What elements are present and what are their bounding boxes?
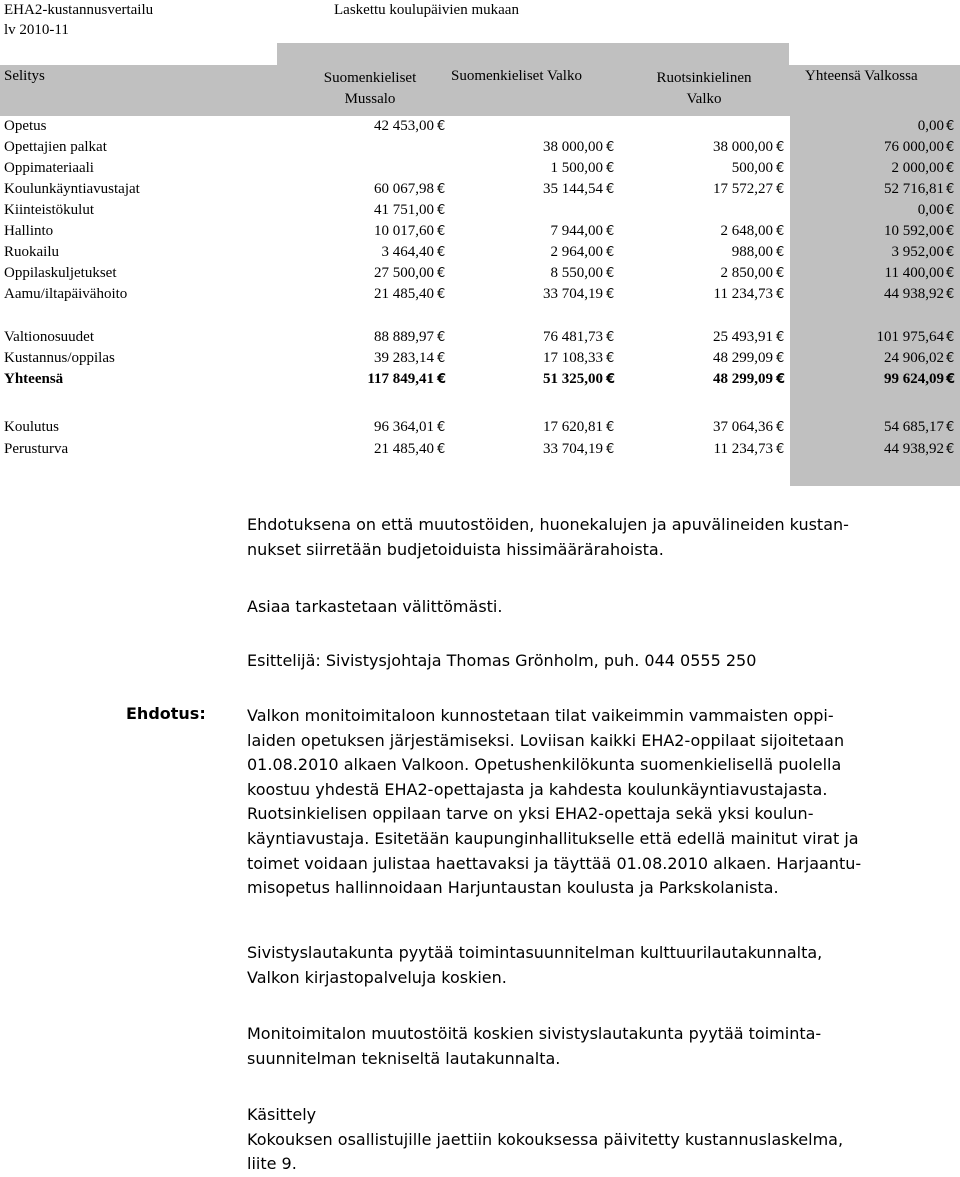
table-row — [0, 263, 960, 284]
cell-c3: 17 572,27 — [713, 181, 773, 197]
cell-c3: 11 234,73 — [713, 286, 773, 302]
euro-symbol: € — [946, 119, 955, 134]
cell-c4: 10 592,00 — [884, 223, 944, 239]
header-col4: Yhteensä Valkossa — [805, 68, 918, 84]
cell-c3: 48 299,09 — [713, 350, 773, 366]
euro-symbol: € — [606, 442, 615, 457]
row-label: Aamu/iltapäivähoito — [4, 286, 128, 302]
cell-c2: 33 704,19 — [543, 441, 603, 457]
euro-symbol: € — [946, 161, 955, 176]
euro-symbol: € — [946, 182, 955, 197]
cell-c4: 54 685,17 — [884, 419, 944, 435]
euro-symbol: € — [437, 266, 446, 281]
table-row — [0, 116, 960, 137]
cell-c4: 11 400,00 — [884, 265, 944, 281]
row-label: Ruokailu — [4, 244, 59, 260]
cell-c4: 3 952,00 — [891, 244, 944, 260]
table-row — [0, 439, 960, 460]
cell-c4: 76 000,00 — [884, 139, 944, 155]
table-row — [0, 242, 960, 263]
euro-symbol: € — [606, 140, 615, 155]
table-row — [0, 158, 960, 179]
cell-c1: 27 500,00 — [374, 265, 434, 281]
row-label: Oppimateriaali — [4, 160, 94, 176]
euro-symbol: € — [946, 351, 955, 366]
euro-symbol: € — [437, 372, 447, 387]
euro-symbol: € — [437, 203, 446, 218]
euro-symbol: € — [776, 372, 786, 387]
paragraph-proposal-costs: Ehdotuksena on että muutostöiden, huonekalujen ja apuvälineiden kustan- nukset siirretään budjetoiduista hissimäärärahoista. — [247, 515, 849, 559]
row-label: Opettajien palkat — [4, 139, 107, 155]
euro-symbol: € — [437, 245, 446, 260]
table-row — [0, 137, 960, 158]
cell-c1: 96 364,01 — [374, 419, 434, 435]
euro-symbol: € — [776, 140, 785, 155]
cell-c2: 38 000,00 — [543, 139, 603, 155]
euro-symbol: € — [776, 351, 785, 366]
calculation-basis: Laskettu koulupäivien mukaan — [334, 2, 519, 18]
table-row — [0, 284, 960, 305]
euro-symbol: € — [946, 203, 955, 218]
euro-symbol: € — [606, 420, 615, 435]
euro-symbol: € — [606, 372, 616, 387]
table-row — [0, 417, 960, 438]
cell-c1: 88 889,97 — [374, 329, 434, 345]
euro-symbol: € — [776, 420, 785, 435]
header-col2: Suomenkieliset Valko — [451, 68, 582, 84]
document-title: EHA2-kustannusvertailu — [4, 2, 154, 18]
cell-c2: 2 964,00 — [550, 244, 603, 260]
table-row — [0, 221, 960, 242]
euro-symbol: € — [606, 224, 615, 239]
euro-symbol: € — [946, 287, 955, 302]
cell-c3: 37 064,36 — [713, 419, 773, 435]
euro-symbol: € — [946, 140, 955, 155]
cell-c2: 17 108,33 — [543, 350, 603, 366]
cell-c2: 33 704,19 — [543, 286, 603, 302]
header-col1: Suomenkieliset Mussalo — [323, 70, 417, 107]
euro-symbol: € — [946, 372, 956, 387]
cell-c1: 3 464,40 — [381, 244, 434, 260]
cell-c2: 8 550,00 — [550, 265, 603, 281]
cell-c4: 101 975,64 — [876, 329, 944, 345]
paragraph-kasittely: Käsittely Kokouksen osallistujille jaettiin kokouksessa päivitetty kustannuslaskelma, liite 9. — [247, 1105, 844, 1174]
euro-symbol: € — [606, 245, 615, 260]
row-label: Kustannus/oppilas — [4, 350, 115, 366]
euro-symbol: € — [946, 442, 955, 457]
euro-symbol: € — [437, 351, 446, 366]
euro-symbol: € — [437, 287, 446, 302]
euro-symbol: € — [776, 330, 785, 345]
header-shade-top — [277, 43, 789, 65]
cell-c3: 25 493,91 — [713, 329, 773, 345]
paragraph-check: Asiaa tarkastetaan välittömästi. — [247, 597, 503, 616]
cell-c1: 10 017,60 — [374, 223, 434, 239]
period-label: lv 2010-11 — [4, 22, 69, 38]
cell-c4: 0,00 — [917, 202, 944, 218]
cell-c3: 2 850,00 — [720, 265, 773, 281]
euro-symbol: € — [776, 287, 785, 302]
cell-c3: 988,00 — [731, 244, 773, 260]
cell-c2: 51 325,00 — [543, 371, 603, 387]
cell-c1: 21 485,40 — [374, 286, 434, 302]
euro-symbol: € — [776, 182, 785, 197]
euro-symbol: € — [437, 420, 446, 435]
cell-c1: 41 751,00 — [374, 202, 434, 218]
cell-c3: 38 000,00 — [713, 139, 773, 155]
paragraph-library: Sivistyslautakunta pyytää toimintasuunnitelman kulttuurilautakunnalta, Valkon kirjastopalveluja koskien. — [247, 943, 823, 987]
euro-symbol: € — [946, 266, 955, 281]
cell-c2: 35 144,54 — [543, 181, 603, 197]
euro-symbol: € — [776, 266, 785, 281]
row-label: Yhteensä — [4, 371, 64, 387]
cell-c4: 44 938,92 — [884, 441, 944, 457]
euro-symbol: € — [606, 287, 615, 302]
cell-c4: 44 938,92 — [884, 286, 944, 302]
cell-c1: 60 067,98 — [374, 181, 434, 197]
euro-symbol: € — [606, 161, 615, 176]
row-label: Opetus — [4, 118, 47, 134]
table-row — [0, 179, 960, 200]
table-row — [0, 369, 960, 390]
header-selitys: Selitys — [4, 68, 45, 84]
euro-symbol: € — [776, 224, 785, 239]
euro-symbol: € — [606, 351, 615, 366]
euro-symbol: € — [946, 245, 955, 260]
cell-c2: 76 481,73 — [543, 329, 603, 345]
header-col3: Ruotsinkielinen Valko — [656, 70, 752, 107]
cell-c2: 17 620,81 — [543, 419, 603, 435]
row-label: Oppilaskuljetukset — [4, 265, 117, 281]
euro-symbol: € — [776, 245, 785, 260]
euro-symbol: € — [437, 119, 446, 134]
cell-c1: 39 283,14 — [374, 350, 434, 366]
euro-symbol: € — [776, 161, 785, 176]
cell-c4: 24 906,02 — [884, 350, 944, 366]
row-label: Perusturva — [4, 441, 69, 457]
cell-c3: 11 234,73 — [713, 441, 773, 457]
row-label: Hallinto — [4, 223, 54, 239]
euro-symbol: € — [606, 266, 615, 281]
row-label: Kiinteistökulut — [4, 202, 94, 218]
cell-c1: 117 849,41 — [367, 371, 434, 387]
cell-c3: 48 299,09 — [713, 371, 773, 387]
cell-c4: 52 716,81 — [884, 181, 944, 197]
cell-c4: 99 624,09 — [884, 371, 944, 387]
euro-symbol: € — [437, 330, 446, 345]
row-label: Koulunkäyntiavustajat — [4, 181, 140, 197]
euro-symbol: € — [946, 224, 955, 239]
presenter-line: Esittelijä: Sivistysjohtaja Thomas Grönholm, puh. 044 0555 250 — [247, 651, 757, 670]
row-label: Valtionosuudet — [4, 329, 94, 345]
ehdotus-label: Ehdotus: — [126, 704, 206, 723]
euro-symbol: € — [606, 330, 615, 345]
paragraph-technical: Monitoimitalon muutostöitä koskien sivistyslautakunta pyytää toiminta- suunnitelman tekniseltä lautakunnalta. — [247, 1024, 822, 1068]
cell-c1: 42 453,00 — [374, 118, 434, 134]
euro-symbol: € — [437, 442, 446, 457]
euro-symbol: € — [606, 182, 615, 197]
cell-c4: 0,00 — [917, 118, 944, 134]
euro-symbol: € — [437, 182, 446, 197]
row-label: Koulutus — [4, 419, 60, 435]
table-row — [0, 200, 960, 221]
euro-symbol: € — [946, 330, 955, 345]
cell-c2: 7 944,00 — [550, 223, 603, 239]
paragraph-ehdotus: Valkon monitoimitaloon kunnostetaan tilat vaikeimmin vammaisten oppi- laiden opetuksen järjestämiseksi. Loviisan kaikki EHA2-oppilaat sijoitetaan 01.08.2010 alkaen Valkoon. Opetushenkilökunta suomenkielisellä puolella koostuu yhdestä EHA2-opettajasta ja kahdesta koulunkäyntiavustajasta. Ruotsinkielisen oppilaan tarve on yksi EHA2-opettaja sekä yksi koulun- käyntiavustaja. Esitetään kaupunginhallitukselle että edellä mainitut virat ja toimet voidaan julistaa haettavaksi ja täyttää 01.08.2010 alkaen. Harjaantu- misopetus hallinnoidaan Harjuntaustan koulusta ja Parkskolanista. — [247, 706, 862, 898]
table-row — [0, 348, 960, 369]
cell-c2: 1 500,00 — [550, 160, 603, 176]
table-row — [0, 327, 960, 348]
euro-symbol: € — [437, 224, 446, 239]
cell-c3: 2 648,00 — [720, 223, 773, 239]
euro-symbol: € — [776, 442, 785, 457]
cell-c1: 21 485,40 — [374, 441, 434, 457]
cell-c4: 2 000,00 — [891, 160, 944, 176]
euro-symbol: € — [946, 420, 955, 435]
cell-c3: 500,00 — [731, 160, 773, 176]
